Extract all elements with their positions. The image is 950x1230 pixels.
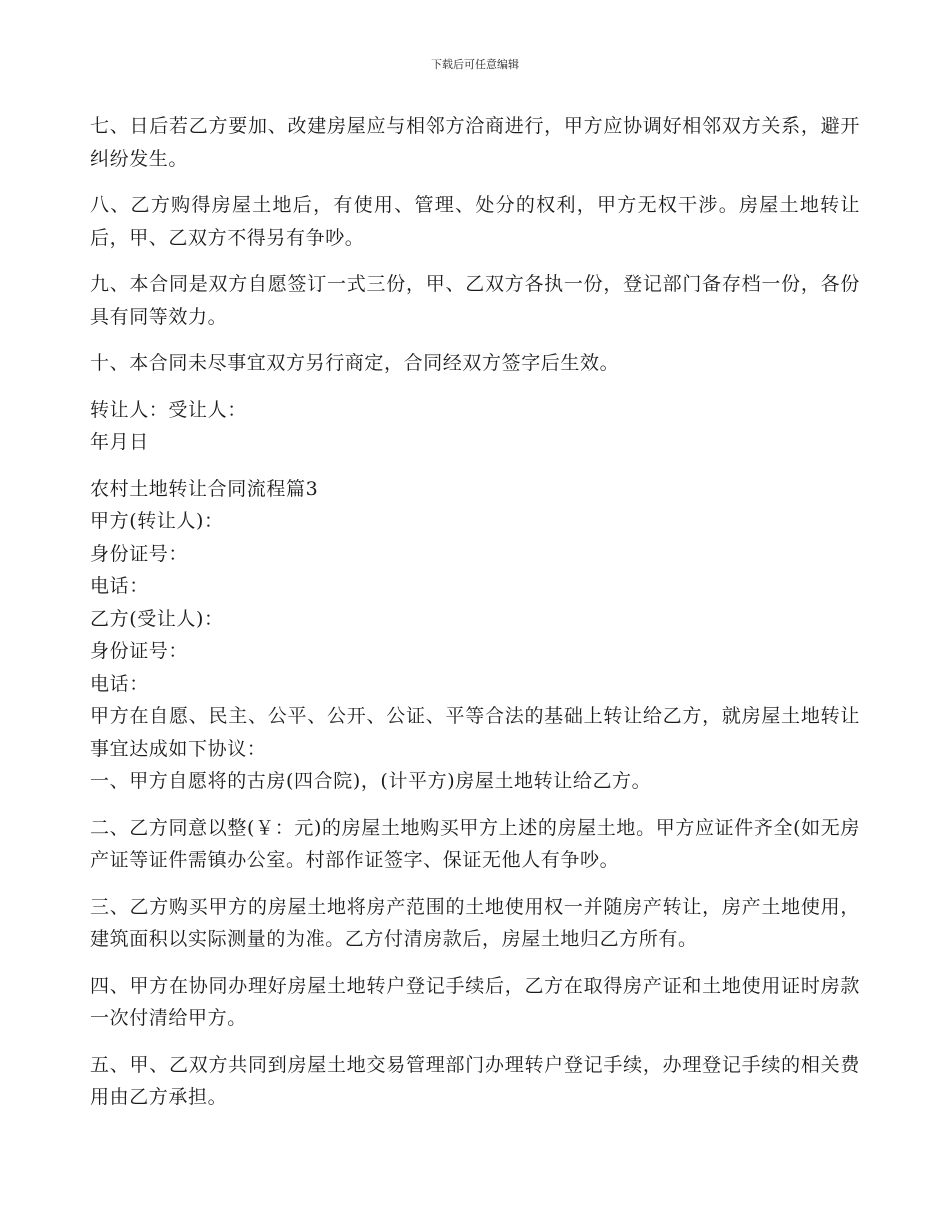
party-a-label: 甲方(转让人)：	[90, 510, 224, 532]
section-title: 农村土地转让合同流程篇3	[90, 477, 319, 500]
clause-1: 一、甲方自愿将的古房(四合院)，(计平方)房屋土地转让给乙方。	[90, 770, 652, 792]
party-b-label: 乙方(受让人)：	[90, 607, 224, 630]
party-a-id-label: 身份证号：	[90, 542, 189, 565]
clause-5: 五、甲、乙双方共同到房屋土地交易管理部门办理转户登记手续，办理登记手续的相关费用由乙方承担。	[90, 1053, 860, 1108]
document-body	[90, 110, 860, 1114]
clause-9: 九、本合同是双方自愿签订一式三份，甲、乙双方各执一份，登记部门备存档一份，各份具有同等效力。	[90, 273, 860, 328]
clause-4: 四、甲方在协同办理好房屋土地转户登记手续后，乙方在取得房产证和土地使用证时房款一次付清给甲方。	[90, 974, 860, 1029]
clause-7: 七、日后若乙方要加、改建房屋应与相邻方洽商进行，甲方应协调好相邻双方关系，避开纠纷发生。	[90, 115, 860, 170]
signature-line: 转让人：受让人：	[90, 398, 247, 421]
agreement-intro: 甲方在自愿、民主、公平、公开、公证、平等合法的基础上转让给乙方，就房屋土地转让事宜达成如下协议：	[90, 705, 860, 760]
clause-8: 八、乙方购得房屋土地后，有使用、管理、处分的权利，甲方无权干涉。房屋土地转让后，甲、乙双方不得另有争吵。	[90, 194, 860, 249]
party-b-phone-label: 电话：	[90, 672, 149, 695]
date-line: 年月日	[90, 431, 149, 453]
clause-2: 二、乙方同意以整(￥：元)的房屋土地购买甲方上述的房屋土地。甲方应证件齐全(如无房产证等证件需镇办公室。村部作证签字、保证无他人有争吵。	[90, 816, 860, 871]
page-header: 下载后可任意编辑	[431, 58, 519, 71]
party-b-id-label: 身份证号：	[90, 640, 189, 662]
clause-10: 十、本合同未尽事宜双方另行商定，合同经双方签字后生效。	[90, 352, 620, 374]
clause-3: 三、乙方购买甲方的房屋土地将房产范围的土地使用权一并随房产转让，房产土地使用，建筑面积以实际测量的为准。乙方付清房款后，房屋土地归乙方所有。	[90, 895, 860, 950]
party-a-phone-label: 电话：	[90, 575, 149, 597]
